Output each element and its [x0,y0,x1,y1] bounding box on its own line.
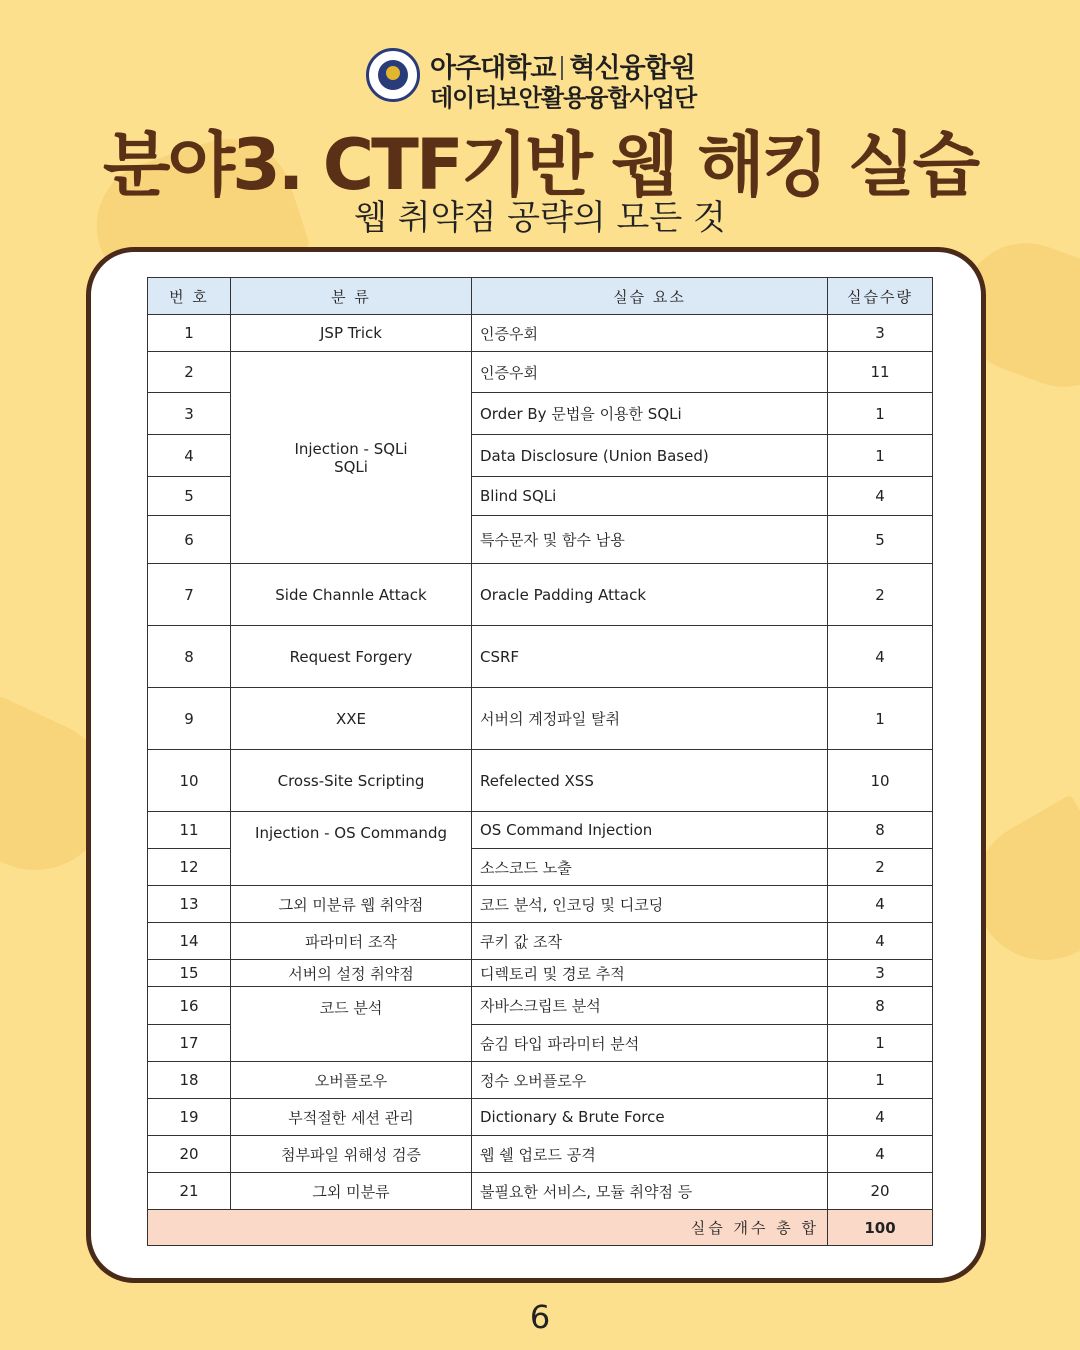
category-line2: SQLi [334,457,368,476]
table-row [148,987,933,1025]
row-count: 1 [828,1025,933,1062]
row-item: 디렉토리 및 경로 추적 [472,960,828,987]
page-number: 6 [529,1298,551,1336]
row-count: 3 [828,315,933,352]
row-no: 7 [148,564,231,626]
row-count: 4 [828,1099,933,1136]
row-count: 1 [828,393,933,435]
row-category: Cross-Site Scripting [231,750,472,812]
header-count: 실습수량 [828,278,933,315]
row-category [231,352,472,564]
row-count: 1 [828,435,933,477]
row-no: 16 [148,987,231,1025]
row-item: 특수문자 및 함수 남용 [472,516,828,564]
row-category: 파라미터 조작 [231,923,472,960]
row-no: 17 [148,1025,231,1062]
row-no: 21 [148,1173,231,1210]
total-label: 실습 개수 총 합 [148,1210,828,1246]
row-no: 3 [148,393,231,435]
university-seal-logo [366,48,420,102]
row-item: 인증우회 [472,352,828,393]
row-category: JSP Trick [231,315,472,352]
row-no: 4 [148,435,231,477]
row-category: Side Channle Attack [231,564,472,626]
row-no: 2 [148,352,231,393]
row-no: 19 [148,1099,231,1136]
row-no: 1 [148,315,231,352]
row-no: 13 [148,886,231,923]
row-no: 12 [148,849,231,886]
row-item: 소스코드 노출 [472,849,828,886]
row-category: 부적절한 세션 관리 [231,1099,472,1136]
table-row [148,564,933,626]
table-row [148,1136,933,1173]
table-row [148,812,933,849]
row-no: 10 [148,750,231,812]
row-category: 그외 미분류 웹 취약점 [231,886,472,923]
row-count: 8 [828,812,933,849]
row-count: 5 [828,516,933,564]
table-row [148,688,933,750]
row-count: 4 [828,923,933,960]
row-count: 8 [828,987,933,1025]
table-row [148,1099,933,1136]
page-subtitle: 웹 취약점 공략의 모든 것 [354,198,726,238]
row-count: 2 [828,849,933,886]
row-item: 웹 쉘 업로드 공격 [472,1136,828,1173]
row-count: 3 [828,960,933,987]
row-category: Request Forgery [231,626,472,688]
table-row [148,1062,933,1099]
row-item: Order By 문법을 이용한 SQLi [472,393,828,435]
header-category: 분 류 [231,278,472,315]
row-no: 5 [148,477,231,516]
row-item: Oracle Padding Attack [472,564,828,626]
program-name: 데이터보안활용융합사업단 [430,84,697,112]
row-category: XXE [231,688,472,750]
university-name: 아주대학교 [430,53,556,84]
row-category: 오버플로우 [231,1062,472,1099]
org-divider [561,56,563,80]
row-count: 1 [828,1062,933,1099]
row-item: Dictionary & Brute Force [472,1099,828,1136]
row-category: 서버의 설정 취약점 [231,960,472,987]
row-item: 정수 오버플로우 [472,1062,828,1099]
row-item: 서버의 계정파일 탈취 [472,688,828,750]
table-row [148,352,933,393]
page-title: 분야3. CTF기반 웹 해킹 실습 [102,124,978,206]
row-count: 11 [828,352,933,393]
row-item: 코드 분석, 인코딩 및 디코딩 [472,886,828,923]
row-no: 6 [148,516,231,564]
row-no: 14 [148,923,231,960]
row-no: 20 [148,1136,231,1173]
row-category: 그외 미분류 [231,1173,472,1210]
row-count: 1 [828,688,933,750]
table-row [148,315,933,352]
category-line1: Injection - SQLi [294,439,408,458]
row-category: 첨부파일 위해성 검증 [231,1136,472,1173]
curriculum-table [147,277,933,1246]
row-no: 15 [148,960,231,987]
row-item: 쿠키 값 조작 [472,923,828,960]
row-item: CSRF [472,626,828,688]
row-count: 4 [828,477,933,516]
table-row [148,626,933,688]
row-item: 숨김 타입 파라미터 분석 [472,1025,828,1062]
total-row [148,1210,933,1246]
row-no: 18 [148,1062,231,1099]
row-count: 4 [828,626,933,688]
row-item: Data Disclosure (Union Based) [472,435,828,477]
table-row [148,886,933,923]
row-item: Refelected XSS [472,750,828,812]
row-item: 불필요한 서비스, 모듈 취약점 등 [472,1173,828,1210]
row-no: 9 [148,688,231,750]
org-header [0,44,1080,110]
table-row [148,960,933,987]
division-name: 혁신융합원 [569,53,695,84]
row-item: Blind SQLi [472,477,828,516]
row-item: 인증우회 [472,315,828,352]
row-count: 20 [828,1173,933,1210]
table-row [148,1173,933,1210]
table-header-row [148,278,933,315]
row-count: 2 [828,564,933,626]
row-category: Injection - OS Commandg [231,812,472,886]
row-count: 4 [828,886,933,923]
row-item: 자바스크립트 분석 [472,987,828,1025]
row-no: 11 [148,812,231,849]
row-category: 코드 분석 [231,987,472,1062]
row-count: 10 [828,750,933,812]
header-no: 번 호 [148,278,231,315]
table-row [148,923,933,960]
row-no: 8 [148,626,231,688]
row-item: OS Command Injection [472,812,828,849]
row-count: 4 [828,1136,933,1173]
table-row [148,750,933,812]
total-value: 100 [828,1210,933,1246]
header-item: 실습 요소 [472,278,828,315]
